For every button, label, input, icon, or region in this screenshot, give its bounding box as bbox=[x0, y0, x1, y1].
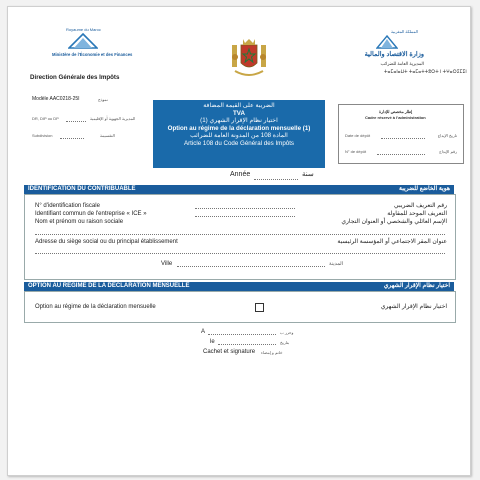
city-label-ar: المدينة bbox=[329, 261, 344, 267]
date-depot-ar: تاريخ الإيداع bbox=[437, 133, 457, 138]
dr-dots[interactable] bbox=[66, 121, 86, 122]
year-label: Année bbox=[230, 171, 251, 178]
ar-direction: المديرية العامة للضرائب bbox=[380, 61, 424, 66]
identification-header bbox=[24, 185, 454, 194]
direction-title: Direction Générale des Impôts bbox=[30, 74, 120, 81]
model-label: Modèle AAC0218-25I bbox=[32, 96, 80, 102]
option-header-fr: OPTION AU REGIME DE LA DECLARATION MENSUELLE bbox=[28, 283, 190, 289]
sign-a-ar: وحرر ب bbox=[280, 330, 294, 335]
option-checkbox[interactable] bbox=[255, 303, 264, 312]
subdivision-label-ar: التقسيمة bbox=[100, 133, 115, 138]
cachet-label-ar: خاتم و إمضاء bbox=[261, 350, 283, 355]
reserved-title-ar: إطار مخصص للإدارة bbox=[379, 109, 413, 114]
year-label-ar: سنة bbox=[302, 171, 314, 178]
option-header bbox=[24, 282, 454, 291]
date-depot-label: Date de dépôt bbox=[345, 133, 371, 138]
pyramid-logo-right-icon bbox=[376, 35, 398, 49]
sign-a-field[interactable] bbox=[208, 334, 276, 335]
ice-label-ar: التعريف الموحد للمقاولة bbox=[387, 211, 447, 217]
ministry-logo-right bbox=[358, 25, 428, 73]
banner-line-article: Article 108 du Code Général des Impôts bbox=[183, 139, 295, 147]
identification-header-ar: هوية الخاضع للضريبة bbox=[399, 186, 450, 192]
option-header-ar: اختيار نظام الإقرار الشهري bbox=[383, 283, 450, 289]
banner-line-ar-article: المادة 108 من المدونة العامة للضرائب bbox=[190, 132, 288, 140]
identification-header-fr: IDENTIFICATION DU CONTRIBUABLE bbox=[28, 186, 136, 192]
sign-le-ar: بتاريخ bbox=[280, 340, 290, 345]
model-label-ar: نموذج bbox=[98, 97, 108, 102]
sign-a-label: A bbox=[201, 329, 206, 335]
form-page bbox=[7, 6, 471, 476]
cachet-label: Cachet et signature bbox=[203, 349, 256, 355]
option-box bbox=[24, 291, 456, 323]
name-field[interactable] bbox=[35, 234, 445, 235]
city-field[interactable] bbox=[177, 266, 325, 267]
if-label: N° d'identification fiscale bbox=[35, 203, 100, 209]
if-field[interactable] bbox=[195, 208, 295, 209]
subdivision-dots[interactable] bbox=[60, 138, 84, 139]
banner-line-ar-option: اختيار نظام الإقرار الشهري (1) bbox=[200, 117, 278, 125]
ar-ministry: وزارة الاقتصاد والمالية bbox=[364, 51, 424, 58]
kingdom-label: Royaume du Maroc bbox=[66, 27, 101, 32]
reserved-title-fr: Cadre réservé à l'administration bbox=[365, 115, 426, 120]
num-depot-field[interactable] bbox=[377, 154, 425, 155]
tifinagh-line: ⵜⴰⵎⴰⵏⴰⵡⵜ ⵜⴰⵎⴰⵜⵜⵓⵔⵜ ⵏ ⵜⵖⴰⵔⵉⵎⵉⵏ bbox=[384, 69, 467, 74]
title-banner bbox=[153, 100, 325, 168]
address-field[interactable] bbox=[35, 253, 445, 254]
ar-kingdom: المملكة المغربية bbox=[391, 29, 418, 34]
dr-label-ar: المديرية الجهوية أو الإقليمية bbox=[90, 116, 136, 121]
year-field[interactable] bbox=[254, 179, 298, 180]
date-depot-field[interactable] bbox=[381, 138, 425, 139]
num-depot-label: N° de dépôt bbox=[345, 149, 367, 154]
dr-label: DR, DIP ou DP bbox=[32, 116, 59, 121]
name-label-ar: الإسم العائلي والشخصي أو العنوان التجاري bbox=[341, 219, 447, 225]
ministry-logo-left bbox=[48, 19, 133, 71]
banner-line-tva: TVA bbox=[233, 109, 245, 117]
coat-of-arms-icon bbox=[231, 37, 267, 79]
banner-line-option: Option au régime de la déclaration mensuelle (1) bbox=[167, 124, 311, 132]
identification-box bbox=[24, 194, 456, 280]
option-label: Option au régime de la déclaration mensuelle bbox=[35, 304, 156, 310]
sign-le-field[interactable] bbox=[218, 344, 276, 345]
name-label: Nom et prénom ou raison sociale bbox=[35, 219, 124, 225]
address-label-ar: عنوان المقر الاجتماعي أو المؤسسة الرئيسية bbox=[337, 239, 447, 245]
admin-reserved-box bbox=[338, 104, 464, 164]
ministry-name: Ministère de l'Économie et des Finances bbox=[52, 52, 133, 57]
banner-line-ar-tva: الضريبة على القيمة المضافة bbox=[203, 102, 275, 109]
city-label: Ville bbox=[161, 261, 173, 267]
if-label-ar: رقم التعريف الضريبي bbox=[394, 203, 447, 209]
ice-label: Identifiant commun de l'entreprise « ICE » bbox=[35, 211, 147, 217]
pyramid-logo-icon bbox=[68, 33, 98, 49]
address-label: Adresse du siège social ou du principal établissement bbox=[35, 239, 178, 245]
num-depot-ar: رقم الإيداع bbox=[439, 149, 457, 154]
option-label-ar: اختيار نظام الإقرار الشهري bbox=[380, 304, 447, 310]
signature-area[interactable] bbox=[24, 362, 454, 470]
ice-field[interactable] bbox=[195, 216, 295, 217]
subdivision-label: Subdivision bbox=[32, 133, 53, 138]
sign-le-label: le bbox=[210, 339, 215, 345]
